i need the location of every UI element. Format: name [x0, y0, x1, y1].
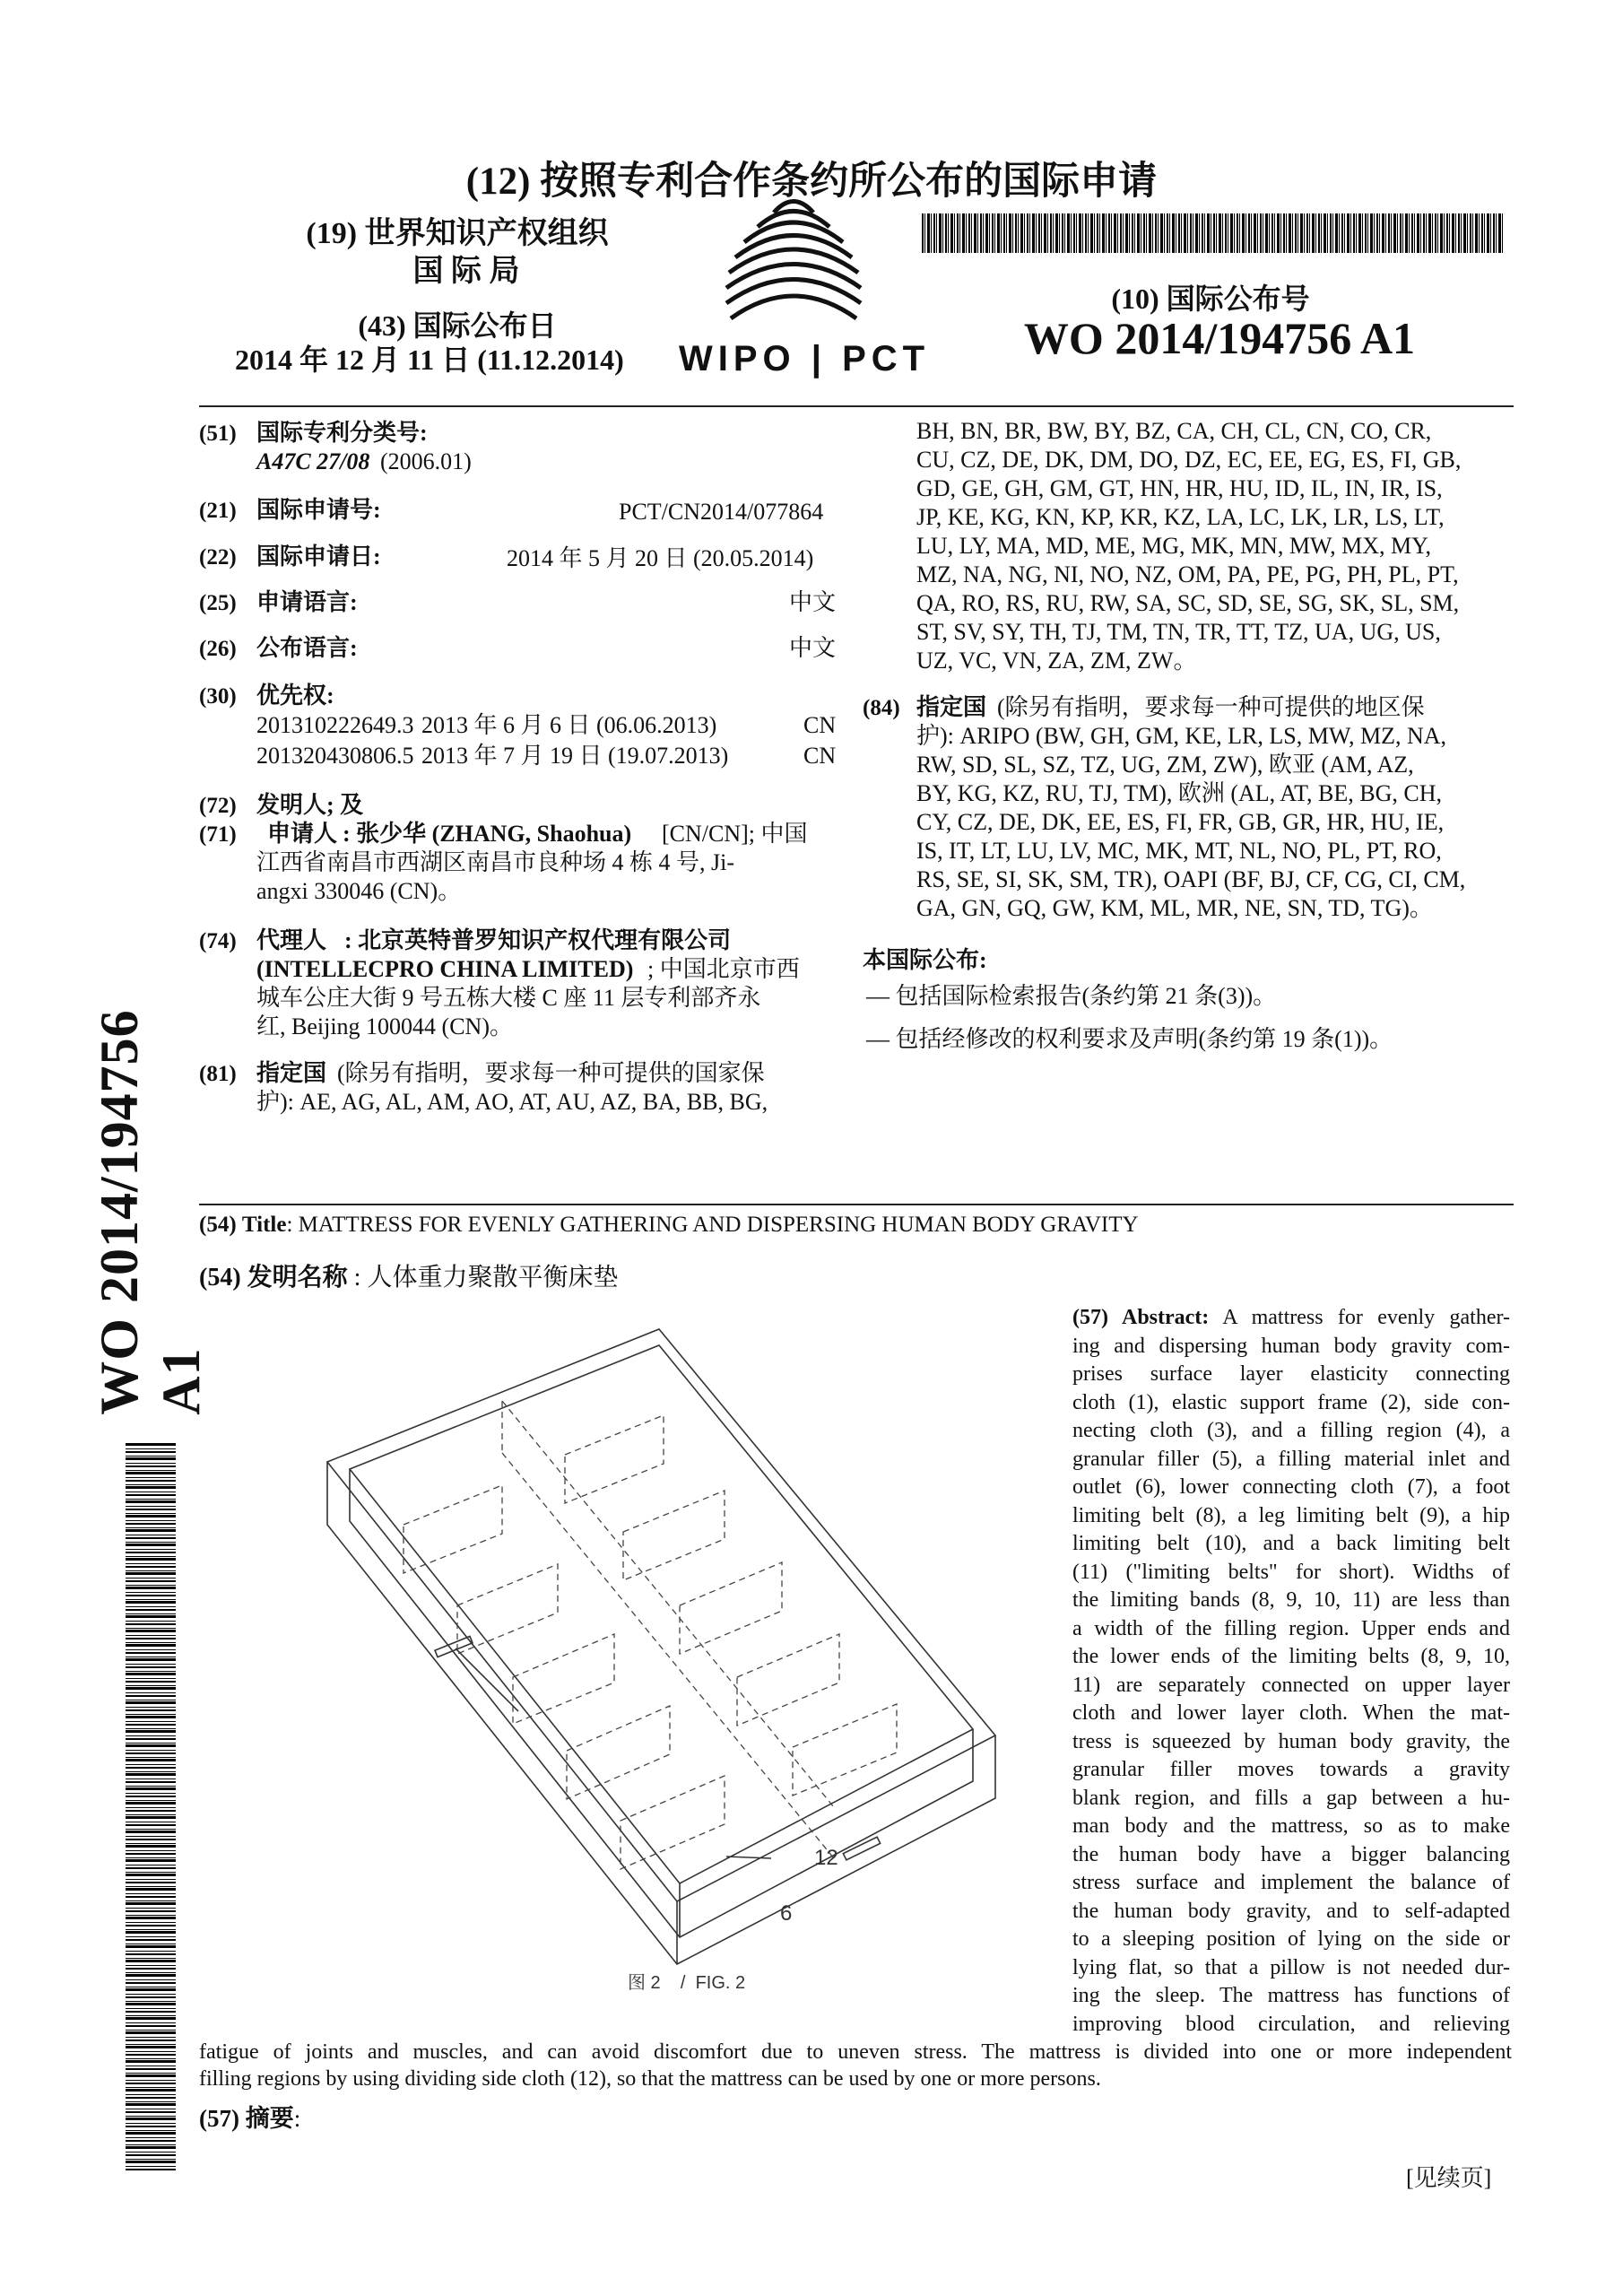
designated-states-line: MZ, NA, NG, NI, NO, NZ, OM, PA, PE, PG, PH, PL, PT,	[916, 561, 1459, 587]
wipo-globe-icon	[677, 188, 910, 341]
field-51-code: (51)	[199, 422, 237, 446]
publication-language: 中文	[789, 635, 837, 661]
abstract-line: lying flat, so that a pillow is not needed dur-	[1072, 1955, 1510, 1979]
mattress-drawing	[305, 1309, 1040, 2009]
abstract-line: the human body have a bigger balancing	[1072, 1842, 1510, 1866]
filing-language: 中文	[789, 589, 837, 615]
designated-states-line: LU, LY, MA, MD, ME, MG, MK, MN, MW, MX, MY,	[916, 533, 1432, 559]
field-74-code: (74)	[199, 929, 237, 953]
abstract-line: the limiting bands (8, 9, 10, 11) are less than	[1072, 1588, 1510, 1612]
abstract-line: granular filler (5), a filling material inlet and	[1072, 1447, 1510, 1471]
regional-states-line: RS, SE, SI, SK, SM, TR), OAPI (BF, BJ, CF, CG, CI, CM,	[916, 866, 1466, 892]
published-item: — 包括经修改的权利要求及声明(条约第 19 条(1))。	[866, 1026, 1393, 1052]
priority-number: 201310222649.3	[256, 712, 414, 738]
side-publication-number: WO 2014/194756 A1	[89, 1009, 211, 1415]
abstract-line: man body and the mattress, so as to make	[1072, 1814, 1510, 1838]
wipo-pct-text: WIPO | PCT	[679, 339, 931, 378]
field-72-code: (72)	[199, 794, 237, 818]
designated-states-line: GD, GE, GH, GM, GT, HN, HR, HU, ID, IL, IN, IR, IS,	[916, 475, 1443, 501]
abstract-line: a width of the filling region. Upper ends and	[1072, 1616, 1510, 1640]
publication-date: 2014 年 12 月 11 日 (11.12.2014)	[235, 344, 624, 376]
priority-country: CN	[803, 712, 837, 738]
publication-barcode	[922, 213, 1505, 253]
title-divider	[199, 1204, 1514, 1205]
regional-states-line: RW, SD, SL, SZ, TZ, UG, ZM, ZW), 欧亚 (AM, AZ,	[916, 752, 1414, 778]
filing-date: 2014 年 5 月 20 日 (20.05.2014)	[507, 545, 814, 571]
priority-date: 2013 年 6 月 6 日 (06.06.2013)	[421, 712, 717, 738]
figure-caption: 图 2 / FIG. 2	[628, 1973, 746, 1993]
label-12: 12	[814, 1846, 838, 1870]
field-30-label: 优先权:	[256, 683, 334, 709]
regional-states-line: GA, GN, GQ, GW, KM, ML, MR, NE, SN, TD, TG)。	[916, 895, 1433, 921]
title-zh-code: (54)	[199, 1264, 241, 1292]
abstract-line: the human body gravity, and to self-adapted	[1072, 1899, 1510, 1923]
abstract-line: granular filler moves towards a gravity	[1072, 1758, 1510, 1781]
title-en-text: : MATTRESS FOR EVENLY GATHERING AND DISPERSING HUMAN BODY GRAVITY	[286, 1213, 1139, 1237]
field-84-code: (84)	[863, 696, 900, 720]
regional-states-note: (除另有指明，要求每一种可提供的地区保	[997, 694, 1425, 720]
designated-states-line: ST, SV, SY, TH, TJ, TM, TN, TR, TT, TZ, UA, UG, US,	[916, 619, 1441, 645]
field-71-label: 申请人	[267, 821, 338, 847]
abstract-line: tress is squeezed by human body gravity, the	[1072, 1729, 1510, 1753]
designated-states-note: (除另有指明，要求每一种可提供的国家保	[337, 1060, 765, 1086]
agent-address: ; 中国北京市西	[647, 956, 800, 982]
field-72-label: 发明人; 及	[256, 792, 364, 818]
priority-date: 2013 年 7 月 19 日 (19.07.2013)	[421, 743, 729, 769]
title-zh-text: : 人体重力聚散平衡床垫	[347, 1264, 619, 1292]
organization-bureau: 国 际 局	[412, 255, 520, 288]
abstract-line: limiting belt (8), a leg limiting belt (9), a hip	[1072, 1503, 1510, 1527]
agent-address: 红, Beijing 100044 (CN)。	[256, 1013, 513, 1039]
agent-name: : 北京英特普罗知识产权代理有限公司	[344, 927, 732, 953]
agent-name-en: (INTELLECPRO CHINA LIMITED)	[256, 956, 634, 982]
abstract-line: prises surface layer elasticity connecting	[1072, 1362, 1510, 1386]
publication-number-label: (10) 国际公布号	[1111, 283, 1310, 315]
field-26-code: (26)	[199, 637, 237, 661]
abstract-line: (57) Abstract: A mattress for evenly gather-	[1072, 1306, 1510, 1329]
abstract-line: stress surface and implement the balance of	[1072, 1871, 1510, 1894]
organization-name: (19) 世界知识产权组织	[306, 217, 609, 250]
abstract-line: ing and dispersing human body gravity com-	[1072, 1334, 1510, 1358]
applicant-name: : 张少华 (ZHANG, Shaohua)	[343, 821, 632, 847]
field-21-label: 国际申请号:	[256, 497, 381, 523]
abstract-line: limiting belt (10), and a back limiting belt	[1072, 1532, 1510, 1555]
figure-2	[305, 1309, 1040, 2009]
abstract-line: to a sleeping position of lying on the side or	[1072, 1927, 1510, 1951]
continued-marker: [见续页]	[1406, 2165, 1492, 2191]
regional-states-line: BY, KG, KZ, RU, TJ, TM), 欧洲 (AL, AT, BE, BG, CH,	[916, 780, 1443, 806]
field-21-code: (21)	[199, 499, 237, 523]
abstract-line: ing the sleep. The mattress has functions of	[1072, 1984, 1510, 2007]
application-number: PCT/CN2014/077864	[619, 499, 824, 525]
applicant-address: 江西省南昌市西湖区南昌市良种场 4 栋 4 号, Ji-	[256, 849, 735, 875]
abstract-label: (57) Abstract:	[1072, 1306, 1210, 1329]
header-divider	[199, 405, 1514, 407]
field-81-label: 指定国	[256, 1060, 327, 1086]
field-71-code: (71)	[199, 822, 237, 847]
designated-states-line: BH, BN, BR, BW, BY, BZ, CA, CH, CL, CN, CO, CR,	[916, 418, 1432, 444]
abstract-line: the lower ends of the limiting belts (8, 9, 10,	[1072, 1645, 1510, 1668]
designated-states: 护): AE, AG, AL, AM, AO, AT, AU, AZ, BA, BB, BG,	[256, 1089, 768, 1115]
field-74-label: 代理人	[256, 927, 327, 953]
regional-states-line: IS, IT, LT, LU, LV, MC, MK, MT, NL, NO, PL, PT, RO,	[916, 838, 1442, 864]
ipc-year: (2006.01)	[380, 448, 472, 474]
publication-date-label: (43) 国际公布日	[358, 309, 557, 342]
published-item: — 包括国际检索报告(条约第 21 条(3))。	[866, 983, 1277, 1009]
regional-states-line: 护): ARIPO (BW, GH, GM, KE, LR, LS, MW, MZ, NA,	[916, 723, 1447, 749]
abstract-line: cloth (1), elastic support frame (2), side con-	[1072, 1390, 1510, 1414]
abstract-line: outlet (6), lower connecting cloth (7), a foot	[1072, 1475, 1510, 1499]
designated-states-line: CU, CZ, DE, DK, DM, DO, DZ, EC, EE, EG, ES, FI, GB,	[916, 447, 1462, 473]
applicant-nationality: [CN/CN]; 中国	[662, 821, 808, 847]
wipo-logo	[677, 188, 931, 386]
published-label: 本国际公布:	[863, 947, 987, 973]
side-barcode	[126, 1442, 176, 2170]
abstract-line: cloth and lower layer cloth. When the mat-	[1072, 1701, 1510, 1725]
field-22-code: (22)	[199, 545, 237, 570]
field-25-label: 申请语言:	[256, 589, 358, 615]
designated-states-line: QA, RO, RS, RU, RW, SA, SC, SD, SE, SG, SK, SL, SM,	[916, 590, 1460, 616]
publication-number: WO 2014/194756 A1	[1023, 313, 1416, 363]
abstract-zh-heading	[199, 2099, 300, 2134]
field-26-label: 公布语言:	[256, 635, 358, 661]
abstract-line: improving blood circulation, and relieving	[1072, 2012, 1510, 2036]
abstract-full-width	[199, 2039, 1512, 2092]
main-title: (12) 按照专利合作条约所公布的国际申请	[465, 161, 1158, 203]
abstract-line: necting cloth (3), and a filling region (4), a	[1072, 1419, 1510, 1442]
abstract-column	[1072, 1304, 1510, 2039]
side-strip	[89, 978, 211, 2170]
field-30-code: (30)	[199, 684, 237, 709]
label-6: 6	[780, 1901, 793, 1926]
title-en-code: (54)	[199, 1213, 237, 1237]
title-en	[199, 1213, 1139, 1238]
abstract-line: (11) ("limiting belts" for short). Widths of	[1072, 1560, 1510, 1584]
field-22-label: 国际申请日:	[256, 544, 381, 570]
abstract-zh-label: 摘要	[245, 2105, 294, 2132]
agent-address: 城车公庄大街 9 号五栋大楼 C 座 11 层专利部齐永	[256, 985, 761, 1011]
designated-states-line: UZ, VC, VN, ZA, ZM, ZW。	[916, 648, 1197, 674]
field-25-code: (25)	[199, 591, 237, 615]
abstract-zh-colon: :	[293, 2105, 301, 2132]
field-81-code: (81)	[199, 1062, 237, 1086]
abstract-line: 11) are separately connected on upper layer	[1072, 1673, 1510, 1697]
abstract-line: fatigue of joints and muscles, and can avoid discomfort due to uneven stress. The mattress is divided into one or more independent	[199, 2040, 1512, 2064]
title-zh	[199, 1257, 618, 1293]
field-51-label: 国际专利分类号:	[256, 420, 428, 446]
designated-states-line: JP, KE, KG, KN, KP, KR, KZ, LA, LC, LK, LR, LS, LT,	[916, 504, 1445, 530]
priority-country: CN	[803, 743, 837, 769]
abstract-zh-code: (57)	[199, 2105, 239, 2132]
priority-number: 201320430806.5	[256, 743, 414, 769]
abstract-line: blank region, and fills a gap between a hu-	[1072, 1786, 1510, 1810]
applicant-address: angxi 330046 (CN)。	[256, 878, 462, 904]
abstract-line: filling regions by using dividing side cloth (12), so that the mattress can be used by one or more persons.	[199, 2067, 1101, 2091]
regional-states-line: CY, CZ, DE, DK, EE, ES, FI, FR, GB, GR, HR, HU, IE,	[916, 809, 1445, 835]
title-zh-label: 发明名称	[247, 1264, 348, 1292]
title-en-label: Title	[241, 1213, 287, 1237]
ipc-code: A47C 27/08	[256, 448, 370, 474]
field-84-label: 指定国	[916, 694, 987, 720]
